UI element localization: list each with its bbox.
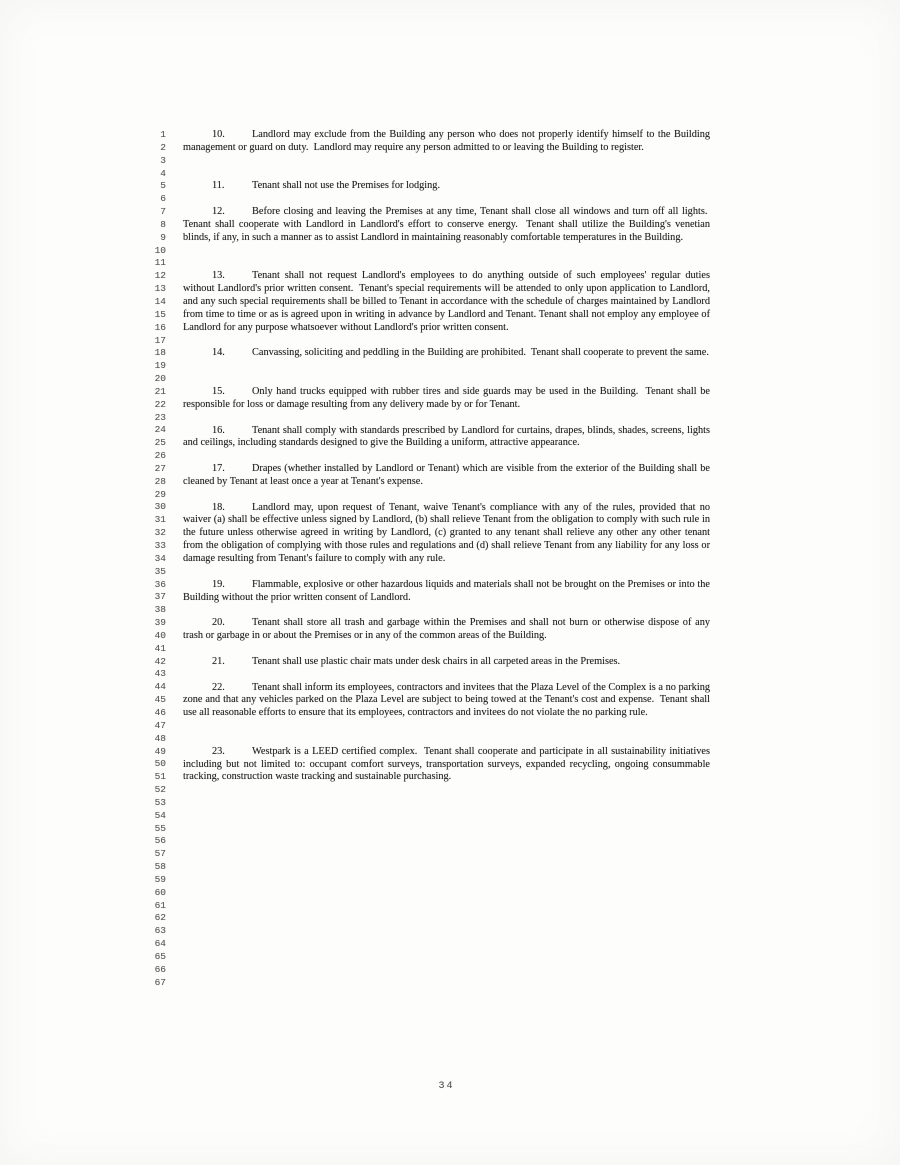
line-number: 56 [154,835,166,847]
line-number: 8 [160,218,166,230]
paragraph-text: Drapes (whether installed by Landlord or Tenant) which are visible from the exterior of the Building shall be cleaned by Tenant at least once a year at Tenant's expense. [183,463,710,487]
line-number: 21 [154,385,166,397]
line-number: 4 [160,167,166,179]
line-number: 32 [154,527,166,539]
paragraph-number: 14. [212,347,225,359]
line-number: 22 [154,398,166,410]
paragraph-text: Westpark is a LEED certified complex. Tenant shall cooperate and participate in all sustainability initiatives including but not limited to: occupant comfort surveys, transportation surveys, expanded recycling, ongoing consummable tracking, construction waste tracking and sustainable purchasing. [183,745,710,783]
paragraph-text: Canvassing, soliciting and peddling in the Building are prohibited. Tenant shall cooperate to prevent the same. [252,347,709,359]
line-number: 25 [154,437,166,449]
line-number: 50 [154,758,166,770]
paragraph-number: 13. [212,270,225,282]
paragraph [183,425,710,451]
line-number: 2 [160,141,166,153]
line-number: 39 [154,617,166,629]
paragraph-text: Tenant shall inform its employees, contractors and invitees that the Plaza Level of the Complex is a no parking zone and that any vehicles parked on the Plaza Level are subject to being towed at the Tenant's cost and expense. Tenant shall use all reasonable efforts to ensure that its employees, contractors and invitees do not violate the no parking rule. [183,681,710,719]
line-number: 3 [160,154,166,166]
line-number: 59 [154,873,166,885]
line-number: 12 [154,270,166,282]
paragraph-text: Landlord may, upon request of Tenant, waive Tenant's compliance with any of the rules, provided that no waiver (a) shall be effective unless signed by Landlord, (b) shall relieve Tenant from the obligation to comply with such rule in the future unless otherwise agreed in writing by Landlord, (c) granted to any tenant shall relieve any other any other tenant from the obligation of complying with those rules and regulations and (d) shall relieve Tenant from any liability for any loss or damage resulting from Tenant's failure to comply with any rule. [183,501,710,565]
line-number: 14 [154,295,166,307]
line-number: 20 [154,373,166,385]
line-number: 15 [154,308,166,320]
line-number: 37 [154,591,166,603]
line-number: 23 [154,411,166,423]
line-number: 49 [154,745,166,757]
paragraph [183,180,710,193]
line-number: 64 [154,938,166,950]
paragraph [183,502,710,566]
line-number: 48 [154,732,166,744]
paragraph-number: 17. [212,463,225,475]
line-number: 53 [154,796,166,808]
paragraph [183,270,710,334]
paragraph-number: 15. [212,386,225,397]
line-number: 51 [154,771,166,783]
paragraph-text: Before closing and leaving the Premises at any time, Tenant shall close all windows and turn off all lights. Tenant shall cooperate with Landlord in Landlord's effort to conserve energy. Tenant shall utilize the Building's venetian blinds, if any, in such a manner as to assist Landlord in maintaining reasonably comfortable temperatures in the Building. [183,206,710,243]
line-number: 45 [154,694,166,706]
paragraph [183,386,710,412]
paragraph-number: 18. [212,501,225,513]
line-number-column [144,129,166,990]
paragraph [183,746,710,785]
paragraph-text: Tenant shall use plastic chair mats under desk chairs in all carpeted areas in the Premises. [252,655,621,667]
paragraph [183,463,710,489]
page-number: 34 [438,1081,455,1092]
line-number: 7 [160,206,166,218]
line-number: 36 [154,578,166,590]
line-number: 43 [154,668,166,680]
line-number: 10 [154,244,166,256]
line-number: 63 [154,925,166,937]
line-number: 29 [154,488,166,500]
line-number: 33 [154,540,166,551]
line-number: 52 [154,784,166,796]
line-number: 18 [154,347,166,359]
paragraph [183,682,710,721]
line-number: 28 [154,475,166,487]
line-number: 67 [154,976,166,988]
line-number: 13 [154,283,166,295]
line-number: 66 [154,963,166,975]
paragraph-number: 12. [212,206,225,218]
line-number: 42 [154,655,166,667]
paragraph [183,347,710,360]
line-number: 47 [154,719,166,731]
line-number: 30 [154,501,166,513]
paragraph-number: 16. [212,424,225,436]
line-number: 55 [154,822,166,834]
paragraph-number: 20. [212,617,225,629]
line-number: 1 [160,129,166,140]
line-number: 65 [154,951,166,962]
line-number: 44 [154,681,166,693]
paragraph [183,206,710,245]
line-number: 34 [154,552,166,564]
paragraph-text: Tenant shall comply with standards prescribed by Landlord for curtains, drapes, blinds, shades, screens, lights and ceilings, including standards designed to give the Building a uniform, attractive appearance. [183,424,710,449]
line-number: 9 [160,231,166,243]
paragraph-number: 21. [212,655,225,667]
line-number: 26 [154,450,166,462]
line-number: 61 [154,899,166,911]
line-number: 40 [154,629,166,641]
line-number: 24 [154,424,166,436]
paragraph-text: Landlord may exclude from the Building any person who does not properly identify himself to the Building management or guard on duty. Landlord may require any person admitted to or leaving the Building to register. [183,129,710,153]
line-number: 16 [154,321,166,333]
line-number: 6 [160,193,166,205]
paragraph-number: 11. [212,180,225,192]
paragraph [183,656,710,669]
line-number: 19 [154,360,166,372]
line-number: 46 [154,706,166,718]
paragraph [183,579,710,605]
line-number: 60 [154,886,166,898]
line-number: 27 [154,462,166,474]
document-body [183,129,710,1029]
paragraph-text: Tenant shall not use the Premises for lodging. [252,180,441,192]
paragraph-number: 22. [212,681,225,693]
line-number: 41 [154,642,166,654]
line-number: 17 [154,334,166,346]
paragraph-text: Tenant shall not request Landlord's employees to do anything outside of such employees' regular duties without Landlord's prior written consent. Tenant's special requirements will be attended to only upon application to Landlord, and any such special requirements shall be billed to Tenant in accordance with the schedule of charges maintained by Landlord from time to time or as is agreed upon in writing in advance by Landlord and Tenant. Tenant shall not employ any employee of Landlord for any purpose whatsoever without Landlord's prior written consent. [183,270,710,333]
paragraph-number: 10. [212,129,225,140]
line-number: 31 [154,514,166,526]
line-number: 38 [154,604,166,616]
paragraph [183,617,710,643]
paragraph [183,129,710,155]
paragraph-number: 19. [212,578,225,590]
paragraph-text: Only hand trucks equipped with rubber tires and side guards may be used in the Building. Tenant shall be responsible for loss or damage resulting from any delivery made by or for Tenant. [183,386,710,410]
line-number: 57 [154,848,166,860]
line-number: 54 [154,809,166,821]
line-number: 11 [154,257,166,269]
line-number: 35 [154,565,166,577]
line-number: 58 [154,861,166,873]
line-number: 5 [160,180,166,192]
paragraph-text: Flammable, explosive or other hazardous liquids and materials shall not be brought on the Premises or into the Building without the prior written consent of Landlord. [183,578,710,603]
line-number: 62 [154,912,166,924]
paragraph-number: 23. [212,745,225,757]
paragraph-text: Tenant shall store all trash and garbage within the Premises and shall not burn or otherwise dispose of any trash or garbage in or about the Premises or in any of the common areas of the Building. [183,617,710,642]
